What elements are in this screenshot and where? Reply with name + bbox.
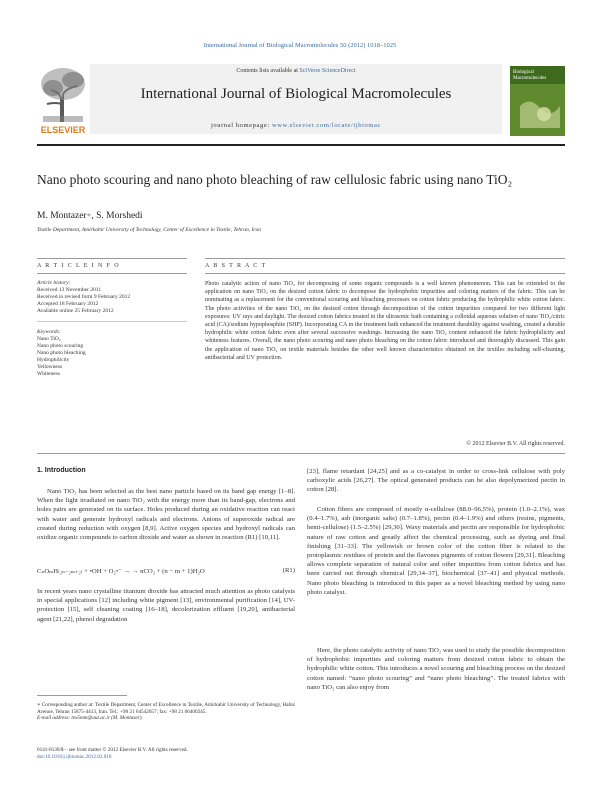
keyword-item: Yellowness (37, 364, 63, 370)
paragraph-text: Nano TiO₂ has been selected as the best nano particle based on its band gap energy [1–8]. When the light irradiated on nano TiO₂ with the energy more than its band-gap, electrons and holes pairs are generated on its surface. Holes produced during an oxidative reaction can react with water and generate hydroxyl radicals and electrons. Anions of superoxide radical are created during reduction with oxygen [8,9]. Active oxygen species and hydroxyl radicals can oxidize organic compounds to carbon dioxide and water as shown in reaction (R1) [10,11]. (37, 488, 295, 542)
article-history (37, 280, 167, 315)
running-head[interactable]: International Journal of Biological Macromolecules 50 (2012) 1018–1025 (203, 42, 397, 49)
contents-line (90, 68, 502, 74)
keyword-item: Nano photo scouring (37, 343, 84, 349)
front-matter-notice: 0141-8130/$ – see front matter © 2012 Elsevier B.V. All rights reserved. (37, 747, 188, 753)
paragraph-text: In recent years nano crystalline titanium dioxide has attracted much attention as photo catalysts in special applications [12] including white pigment [13], environmental purification [14], UV-protection [15], self cleaning coating [16–18], decolorization effluent [19,20], antibacterial agent [21,22], phenol degradation (37, 588, 295, 623)
footnote-rule (37, 695, 127, 696)
doi-link[interactable]: doi:10.1016/j.ijbiomac.2012.02.018 (37, 753, 112, 760)
author-name: M. Montazer (37, 211, 87, 221)
section-heading: 1. Introduction (37, 467, 86, 474)
footnote-email[interactable]: E-mail address: tex5mm@aut.ac.ir (M. Montazer). (37, 715, 143, 722)
paragraph-text: Here, the photo catalytic activity of nano TiO₂ was used to study the possible decomposition of hydrophobic impurities and coloring matters from desized cotton fabric to obtain the hydrophilic white cotton. This introduces a novel scouring and bleaching process on the desized cotton named: “nano photo scouring” and “nano photo bleaching”. The treated fabrics with nano TiO₂ can also enjoy from (307, 647, 565, 691)
cover-title: Biological Macromolecules (513, 70, 547, 81)
paragraph-text: Cotton fibers are composed of mostly α-cellulose (88.0–96.5%), protein (1.0–2.1%), wax (0.4–1.7%), ash (inorganic salts) (0.7–1.8%), pectin (0.4–1.9%) and others (resins, pigments, hemi-cellulose) (1.5–2.5%) [29,30]. Waxy materials and pectin are responsible for hydrophobic nature of raw cotton and greatly affect the chemical processing, such as dyeing and final finishing [31–33]. The yellowish or brown color of the cotton fiber is related to the protoplasmic residues of protein and the flavones pigments of cotton flowers [29,31]. Bleaching allows complete separation of natural color and other impurities from cotton fabrics and has been carried out through chemical [29,34–37], biochemical [37–41] and physical methods. Nano photo bleaching is introduced in this paper as a novel bleaching method by using nano photo catalyst. (307, 506, 565, 596)
abstract-heading: A B S T R A C T (205, 263, 267, 269)
article-title: Nano photo scouring and nano photo bleaching of raw cellulosic fabric using nano TiO₂ (37, 172, 513, 187)
body-paragraph (307, 505, 565, 597)
journal-homepage (90, 122, 502, 129)
homepage-link[interactable]: www.elsevier.com/locate/ijbiomac (271, 122, 381, 129)
body-paragraph (37, 487, 295, 542)
history-item: Accepted 18 February 2012 (37, 301, 99, 307)
masthead-rule (37, 144, 565, 146)
copyright-notice: © 2012 Elsevier B.V. All rights reserved. (466, 441, 565, 447)
keyword-item: Nano TiO₂ (37, 336, 61, 342)
footnote-correspondence: ∗ Corresponding author at: Textile Department, Center of Excellence in Textile, Amirkabir University of Technology, Hafez Avenue, Tehran 15875-4413, Iran. Tel.: +98 21 64542657; fax: +98 21 66400245. (37, 702, 295, 715)
keyword-item: Nano photo bleaching (37, 350, 86, 356)
abstract-text: Photo catalytic action of nano TiO₂ for decomposing of some organic compounds is a well known phenomenon. This can be extended to the application on nano TiO₂ on the desized cotton fabric to decompose the hydrophobic impurities and coloring matters of the fabric. This can be nominating as a replacement for the conventional scouring and bleaching processes on cotton fabric producing the hydrophilic white cotton fabric. The photo activities of the nano TiO₂ on the desized cotton through decomposition of the cotton impurities compared for two different light exposures: UV rays and daylight. The desized cotton fabrics treated in the ultrasonic bath containing a colloidal aqueous solution of nano TiO₂/citric acid (CA)/sodium hypophosphite (SHP). Incorporating CA in the treatment bath enhanced the treatment durability against washing, created a durable hydrophilic white cotton fabric even after several successive washings. Increasing the nano TiO₂ content enhanced the fabric hydrophilicity and whiteness features. Overall, the nano photo scouring and nano photo bleaching on the cotton fabric introduced and thoroughly discussed. This gain the application of nano TiO₂ on textile materials besides the other well known characteristics obtained on the textiles including self-cleaning, antibacterial and UV protection. (205, 281, 565, 361)
divider (205, 258, 565, 259)
author-list (37, 211, 143, 221)
corresponding-author-mark[interactable]: ∗ (86, 211, 92, 219)
history-item: Available online 25 February 2012 (37, 308, 114, 314)
divider (37, 258, 187, 259)
contents-prefix: Contents lists available at (236, 68, 300, 74)
article-info-heading: A R T I C L E I N F O (37, 263, 120, 269)
equation-text: CₙOₘH₍₂ₙ₋₂ₘ₊₂₎ + •OH + O₂•⁻ → → nCO₂ + (n − m + 1)H₂O (37, 568, 205, 575)
divider (37, 453, 565, 454)
keywords-label: Keywords: (37, 329, 61, 335)
equation-number: (R1) (282, 567, 295, 574)
homepage-label: journal homepage: (210, 122, 272, 129)
keywords (37, 329, 167, 378)
body-paragraph (307, 467, 565, 495)
affiliation: Textile Department, Amirkabir University of Technology, Center of Excellence in Textile, Tehran, Iran (37, 227, 261, 233)
divider (37, 321, 187, 322)
paragraph-text: [23], flame retardant [24,25] and as a co-catalyst in order to cross-link cellulose with poly carboxylic acids [26,27]. The optical generated products can be also depolymerized pectin in cotton [28]. (307, 468, 565, 494)
sciencedirect-link[interactable]: SciVerse ScienceDirect (299, 68, 356, 74)
body-paragraph (307, 646, 565, 692)
author-name: , S. Morshedi (91, 211, 143, 221)
history-label: Article history: (37, 280, 71, 286)
reaction-equation (37, 567, 295, 575)
keyword-item: Whiteness (37, 371, 60, 377)
journal-title: International Journal of Biological Macromolecules (140, 86, 452, 102)
page-footer (37, 747, 188, 760)
journal-masthead (37, 64, 565, 142)
keyword-item: Hydrophilicity (37, 357, 70, 363)
footnote (37, 702, 295, 722)
history-item: Received 13 November 2011 (37, 287, 102, 293)
body-paragraph (37, 587, 295, 624)
publisher-name: ELSEVIER (40, 125, 86, 135)
divider (205, 273, 565, 274)
divider (37, 273, 187, 274)
history-item: Received in revised form 9 February 2012 (37, 294, 131, 300)
